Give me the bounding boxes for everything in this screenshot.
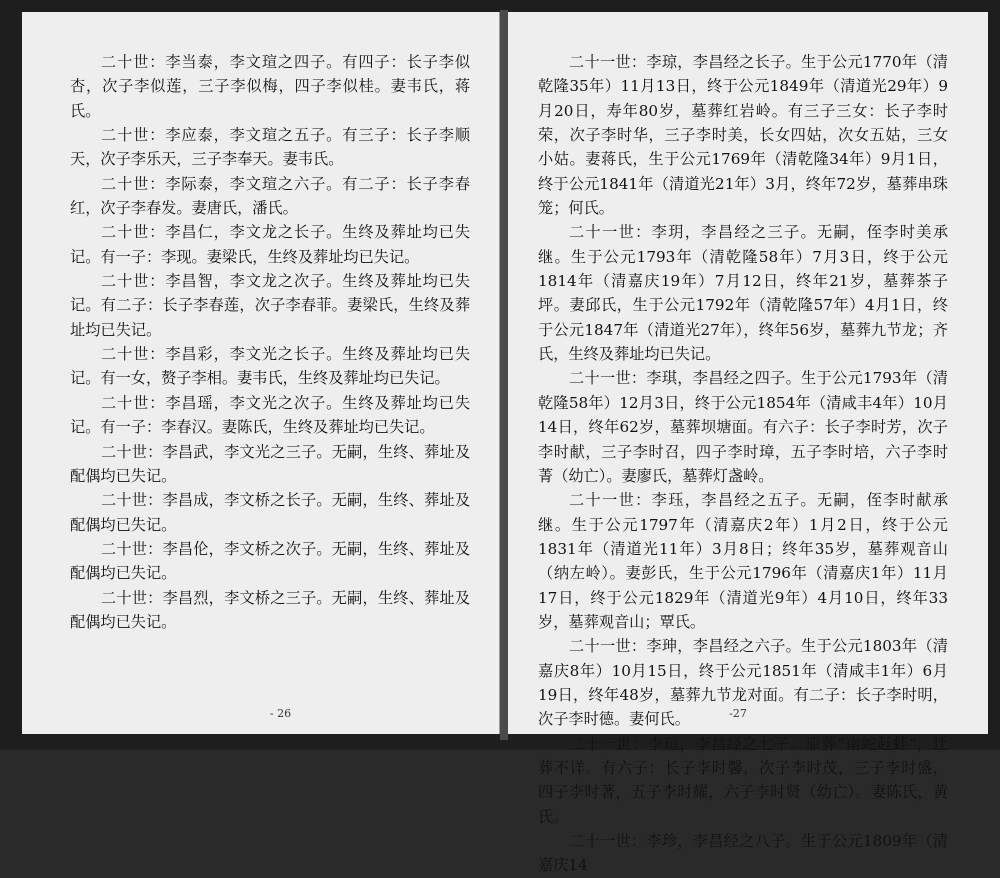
paragraph: 二十世：李昌成，李文桥之长子。无嗣，生终、葬址及配偶均已失记。 <box>70 491 470 534</box>
paragraph: 二十一世：李珍，李昌经之八子。生于公元1809年（清嘉庆14 <box>538 832 948 875</box>
paragraph: 二十世：李际泰，李文瑄之六子。有二子：长子李春红，次子李春发。妻唐氏，潘氏。 <box>70 174 470 218</box>
paragraph: 二十一世：李瑄，李昌经之七子。原葬“南蛇赶蛙”，迁葬不详。有六子：长子李时馨，次子李时茂，三子李时盛，四子李时著，五子李时耀，六子李时贤（幼亡）。妻陈氏，黄氏。 <box>538 734 948 826</box>
paragraph: 二十一世：李琼，李昌经之长子。生于公元1770年（清乾隆35年）11月13日，终于公元1849年（清道光29年）9月20日，寿年80岁，墓葬红岩岭。有三子三女：长子李时荣，次子李时华，三子李时美，长女四姑，次女五姑，三女小姑。妻蒋氏，生于公元1769年（清乾隆34年）9月1日，终于公元1841年（清道光21年）3月，终年72岁，墓葬串珠笼；何氏。 <box>538 53 948 218</box>
paragraph: 二十世：李昌伦，李文桥之次子。无嗣，生终、葬址及配偶均已失记。 <box>70 539 470 583</box>
paragraph: 二十一世：李珅，李昌经之六子。生于公元1803年（清嘉庆8年）10月15日，终于公元1851年（清咸丰1年）6月19日，终年48岁，墓葬九节龙对面。有二子：长子李时明，次子李时德。妻何氏。 <box>538 637 948 729</box>
paragraph: 二十世：李应泰，李文瑄之五子。有三子：长子李顺天，次子李乐天，三子李奉天。妻韦氏。 <box>70 126 470 169</box>
paragraph: 二十世：李昌瑶，李文光之次子。生终及葬址均已失记。有一子：李春汉。妻陈氏，生终及葬址均已失记。 <box>70 393 470 437</box>
right-page-text <box>538 50 948 878</box>
paragraph: 二十一世：李琪，李昌经之四子。生于公元1793年（清乾隆58年）12月3日，终于公元1854年（清咸丰4年）10月14日，终年62岁，墓葬坝塘面。有六子：长子李时芳，次子李时献，三子李时召，四子李时璋，五子李时培，六子李时菁（幼亡）。妻廖氏，墓葬灯盏岭。 <box>538 369 948 485</box>
paragraph: 二十一世：李玥，李昌经之三子。无嗣，侄李时美承继。生于公元1793年（清乾隆58年）7月3日，终于公元1814年（清嘉庆19年）7月12日，终年21岁，墓葬茶子坪。妻邱氏，生于公元1792年（清乾隆57年）4月1日，终于公元1847年（清道光27年），终年56岁，墓葬九节龙；齐氏，生终及葬址均已失记。 <box>538 223 948 364</box>
paragraph: 二十世：李昌烈，李文桥之三子。无嗣，生终、葬址及配偶均已失记。 <box>70 588 470 631</box>
paragraph: 二十世：李昌彩，李文光之长子。生终及葬址均已失记。有一女，赘子李相。妻韦氏，生终及葬址均已失记。 <box>70 345 470 388</box>
left-page <box>22 12 500 734</box>
book-gutter <box>500 10 508 740</box>
paragraph: 二十世：李昌智，李文龙之次子。生终及葬址均已失记。有二子：长子李春莲，次子李春菲。妻梁氏，生终及葬址均已失记。 <box>70 272 470 339</box>
paragraph: 二十世：李昌仁，李文龙之长子。生终及葬址均已失记。有一子：李现。妻梁氏，生终及葬址均已失记。 <box>70 223 470 266</box>
right-page <box>508 12 988 875</box>
paragraph: 二十世：李当泰，李文瑄之四子。有四子：长子李似杏，次子李似莲，三子李似梅，四子李似桂。妻韦氏，蒋氏。 <box>70 53 470 120</box>
page-number: - 26 <box>269 707 292 720</box>
paragraph: 二十世：李昌武，李文光之三子。无嗣，生终、葬址及配偶均已失记。 <box>70 442 470 485</box>
paragraph: 二十一世：李珏，李昌经之五子。无嗣，侄李时献承继。生于公元1797年（清嘉庆2年）1月2日，终于公元1831年（清道光11年）3月8日；终年35岁，墓葬观音山（纳左岭）。妻彭氏，生于公元1796年（清嘉庆1年）11月17日，终于公元1829年（清道光9年）4月10日，终年33岁，墓葬观音山；覃氏。 <box>538 491 948 631</box>
page-number: -27 <box>729 707 747 720</box>
left-page-text <box>70 50 470 634</box>
